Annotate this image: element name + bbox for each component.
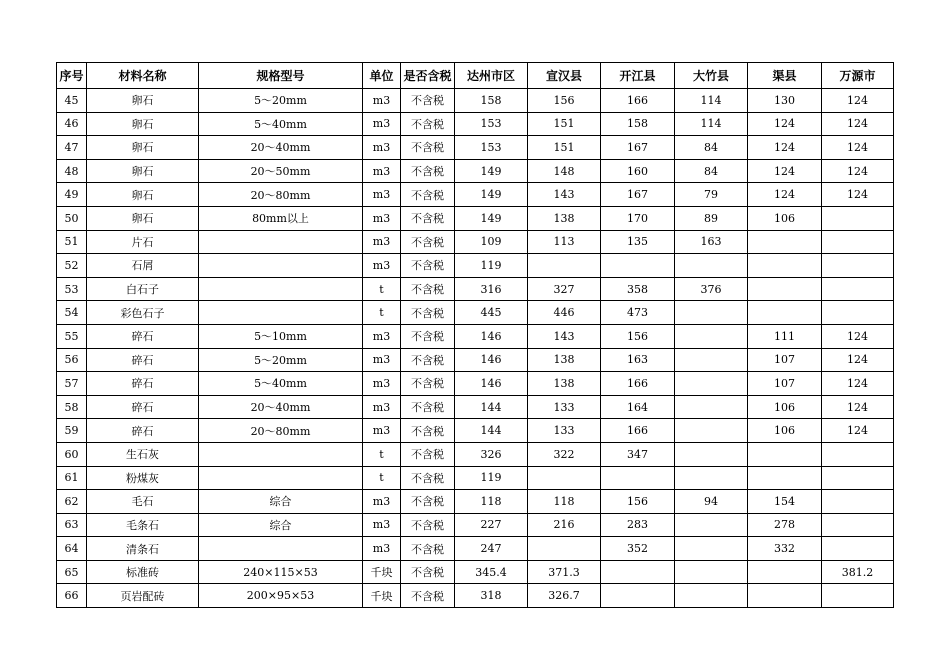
cell-index: 49 — [57, 183, 87, 207]
table-body — [57, 89, 894, 608]
cell-index: 62 — [57, 490, 87, 514]
col-header-quxian: 渠县 — [748, 63, 822, 89]
cell-material: 毛条石 — [87, 513, 199, 537]
cell-quxian: 111 — [748, 324, 822, 348]
cell-kaijiang — [601, 254, 675, 278]
cell-wanyuan — [822, 442, 894, 466]
cell-xuanhan: 148 — [528, 159, 601, 183]
cell-quxian: 124 — [748, 136, 822, 160]
cell-index: 50 — [57, 206, 87, 230]
cell-quxian — [748, 442, 822, 466]
cell-wanyuan — [822, 466, 894, 490]
cell-unit: t — [363, 277, 401, 301]
cell-wanyuan: 124 — [822, 159, 894, 183]
table-row — [57, 206, 894, 230]
cell-quxian: 130 — [748, 89, 822, 113]
cell-dazhu: 79 — [675, 183, 748, 207]
cell-quxian: 124 — [748, 112, 822, 136]
cell-dazhou: 445 — [455, 301, 528, 325]
cell-dazhu: 84 — [675, 159, 748, 183]
cell-quxian: 106 — [748, 395, 822, 419]
table-row — [57, 89, 894, 113]
cell-material: 粉煤灰 — [87, 466, 199, 490]
cell-unit: m3 — [363, 230, 401, 254]
cell-material: 碎石 — [87, 419, 199, 443]
cell-spec — [199, 537, 363, 561]
cell-xuanhan: 133 — [528, 419, 601, 443]
cell-material: 片石 — [87, 230, 199, 254]
cell-xuanhan: 326.7 — [528, 584, 601, 608]
cell-dazhou: 119 — [455, 254, 528, 278]
cell-wanyuan — [822, 254, 894, 278]
cell-kaijiang — [601, 466, 675, 490]
cell-unit: m3 — [363, 513, 401, 537]
cell-dazhu: 94 — [675, 490, 748, 514]
cell-spec — [199, 230, 363, 254]
cell-wanyuan — [822, 277, 894, 301]
cell-unit: t — [363, 442, 401, 466]
table-row — [57, 254, 894, 278]
cell-unit: t — [363, 301, 401, 325]
cell-quxian: 107 — [748, 348, 822, 372]
cell-xuanhan: 151 — [528, 112, 601, 136]
cell-unit: m3 — [363, 537, 401, 561]
cell-xuanhan — [528, 254, 601, 278]
cell-tax: 不含税 — [401, 419, 455, 443]
cell-kaijiang — [601, 584, 675, 608]
cell-index: 63 — [57, 513, 87, 537]
cell-unit: t — [363, 466, 401, 490]
cell-kaijiang: 164 — [601, 395, 675, 419]
col-header-wanyuan: 万源市 — [822, 63, 894, 89]
table-row — [57, 490, 894, 514]
cell-xuanhan — [528, 537, 601, 561]
cell-xuanhan: 156 — [528, 89, 601, 113]
table-row — [57, 136, 894, 160]
cell-dazhou: 227 — [455, 513, 528, 537]
cell-material: 石屑 — [87, 254, 199, 278]
cell-xuanhan: 138 — [528, 348, 601, 372]
cell-wanyuan: 124 — [822, 395, 894, 419]
cell-dazhou: 149 — [455, 206, 528, 230]
cell-kaijiang: 347 — [601, 442, 675, 466]
cell-kaijiang: 135 — [601, 230, 675, 254]
cell-xuanhan: 138 — [528, 372, 601, 396]
cell-tax: 不含税 — [401, 159, 455, 183]
cell-tax: 不含税 — [401, 112, 455, 136]
cell-unit: 千块 — [363, 584, 401, 608]
cell-dazhou: 149 — [455, 183, 528, 207]
cell-spec: 20～50mm — [199, 159, 363, 183]
cell-kaijiang: 160 — [601, 159, 675, 183]
cell-material: 碎石 — [87, 372, 199, 396]
cell-tax: 不含税 — [401, 442, 455, 466]
cell-material: 卵石 — [87, 89, 199, 113]
cell-tax: 不含税 — [401, 254, 455, 278]
cell-spec — [199, 442, 363, 466]
cell-xuanhan: 322 — [528, 442, 601, 466]
cell-index: 60 — [57, 442, 87, 466]
table-row — [57, 513, 894, 537]
cell-quxian: 154 — [748, 490, 822, 514]
cell-xuanhan: 151 — [528, 136, 601, 160]
cell-spec: 5～40mm — [199, 112, 363, 136]
cell-quxian: 106 — [748, 419, 822, 443]
table-row — [57, 112, 894, 136]
cell-wanyuan — [822, 230, 894, 254]
table-row — [57, 584, 894, 608]
cell-dazhu — [675, 466, 748, 490]
cell-index: 51 — [57, 230, 87, 254]
cell-material: 生石灰 — [87, 442, 199, 466]
table-row — [57, 395, 894, 419]
cell-tax: 不含税 — [401, 277, 455, 301]
cell-tax: 不含税 — [401, 537, 455, 561]
cell-unit: m3 — [363, 348, 401, 372]
cell-dazhou: 118 — [455, 490, 528, 514]
cell-index: 53 — [57, 277, 87, 301]
cell-dazhu — [675, 301, 748, 325]
cell-tax: 不含税 — [401, 324, 455, 348]
cell-material: 碎石 — [87, 348, 199, 372]
cell-tax: 不含税 — [401, 183, 455, 207]
cell-dazhu — [675, 584, 748, 608]
cell-kaijiang: 156 — [601, 490, 675, 514]
cell-tax: 不含税 — [401, 348, 455, 372]
cell-material: 白石子 — [87, 277, 199, 301]
cell-kaijiang: 358 — [601, 277, 675, 301]
cell-quxian: 124 — [748, 159, 822, 183]
cell-tax: 不含税 — [401, 513, 455, 537]
cell-material: 卵石 — [87, 206, 199, 230]
cell-wanyuan: 124 — [822, 112, 894, 136]
cell-quxian: 124 — [748, 183, 822, 207]
cell-xuanhan: 138 — [528, 206, 601, 230]
cell-tax: 不含税 — [401, 560, 455, 584]
cell-spec: 20～80mm — [199, 183, 363, 207]
cell-quxian: 107 — [748, 372, 822, 396]
cell-unit: m3 — [363, 183, 401, 207]
cell-unit: m3 — [363, 395, 401, 419]
cell-material: 清条石 — [87, 537, 199, 561]
cell-tax: 不含税 — [401, 395, 455, 419]
cell-material: 卵石 — [87, 159, 199, 183]
cell-kaijiang: 283 — [601, 513, 675, 537]
cell-spec — [199, 301, 363, 325]
cell-xuanhan: 118 — [528, 490, 601, 514]
cell-spec: 200×95×53 — [199, 584, 363, 608]
cell-unit: m3 — [363, 136, 401, 160]
cell-dazhou: 146 — [455, 348, 528, 372]
cell-dazhou: 144 — [455, 395, 528, 419]
col-header-kaijiang: 开江县 — [601, 63, 675, 89]
cell-dazhu: 114 — [675, 89, 748, 113]
cell-dazhu — [675, 513, 748, 537]
cell-unit: m3 — [363, 112, 401, 136]
cell-kaijiang: 166 — [601, 89, 675, 113]
cell-material: 卵石 — [87, 112, 199, 136]
cell-quxian: 106 — [748, 206, 822, 230]
col-header-dazhou: 达州市区 — [455, 63, 528, 89]
table-row — [57, 183, 894, 207]
cell-index: 47 — [57, 136, 87, 160]
table-row — [57, 537, 894, 561]
table-row — [57, 159, 894, 183]
cell-spec: 5～40mm — [199, 372, 363, 396]
cell-kaijiang: 473 — [601, 301, 675, 325]
cell-index: 55 — [57, 324, 87, 348]
cell-unit: m3 — [363, 324, 401, 348]
cell-spec — [199, 277, 363, 301]
cell-quxian — [748, 301, 822, 325]
cell-xuanhan: 133 — [528, 395, 601, 419]
cell-kaijiang: 166 — [601, 372, 675, 396]
cell-tax: 不含税 — [401, 89, 455, 113]
cell-xuanhan: 113 — [528, 230, 601, 254]
cell-unit: 千块 — [363, 560, 401, 584]
cell-wanyuan: 124 — [822, 89, 894, 113]
cell-tax: 不含税 — [401, 490, 455, 514]
col-header-material: 材料名称 — [87, 63, 199, 89]
cell-material: 卵石 — [87, 136, 199, 160]
cell-tax: 不含税 — [401, 466, 455, 490]
cell-dazhu — [675, 442, 748, 466]
cell-index: 52 — [57, 254, 87, 278]
cell-index: 54 — [57, 301, 87, 325]
cell-material: 卵石 — [87, 183, 199, 207]
header-row — [57, 63, 894, 89]
col-header-unit: 单位 — [363, 63, 401, 89]
cell-kaijiang: 170 — [601, 206, 675, 230]
cell-tax: 不含税 — [401, 206, 455, 230]
cell-wanyuan — [822, 537, 894, 561]
cell-wanyuan: 124 — [822, 324, 894, 348]
cell-unit: m3 — [363, 159, 401, 183]
cell-dazhu: 163 — [675, 230, 748, 254]
cell-material: 毛石 — [87, 490, 199, 514]
cell-spec: 综合 — [199, 513, 363, 537]
cell-unit: m3 — [363, 372, 401, 396]
cell-wanyuan: 124 — [822, 372, 894, 396]
cell-spec: 80mm以上 — [199, 206, 363, 230]
cell-dazhou: 149 — [455, 159, 528, 183]
cell-dazhu — [675, 419, 748, 443]
cell-dazhou: 119 — [455, 466, 528, 490]
cell-kaijiang: 158 — [601, 112, 675, 136]
cell-material: 标准砖 — [87, 560, 199, 584]
cell-spec: 20～40mm — [199, 395, 363, 419]
cell-wanyuan: 124 — [822, 136, 894, 160]
cell-unit: m3 — [363, 89, 401, 113]
cell-wanyuan — [822, 206, 894, 230]
cell-quxian: 278 — [748, 513, 822, 537]
col-header-dazhu: 大竹县 — [675, 63, 748, 89]
cell-index: 64 — [57, 537, 87, 561]
col-header-tax: 是否含税 — [401, 63, 455, 89]
cell-quxian — [748, 584, 822, 608]
table-row — [57, 560, 894, 584]
col-header-spec: 规格型号 — [199, 63, 363, 89]
cell-dazhou: 247 — [455, 537, 528, 561]
cell-xuanhan: 143 — [528, 324, 601, 348]
cell-spec: 5～20mm — [199, 89, 363, 113]
cell-wanyuan: 124 — [822, 419, 894, 443]
table-row — [57, 442, 894, 466]
cell-material: 碎石 — [87, 324, 199, 348]
table-row — [57, 301, 894, 325]
cell-index: 46 — [57, 112, 87, 136]
cell-spec: 240×115×53 — [199, 560, 363, 584]
cell-index: 57 — [57, 372, 87, 396]
cell-spec: 20～40mm — [199, 136, 363, 160]
cell-unit: m3 — [363, 419, 401, 443]
cell-xuanhan: 216 — [528, 513, 601, 537]
cell-wanyuan: 124 — [822, 183, 894, 207]
cell-dazhu: 376 — [675, 277, 748, 301]
cell-dazhou: 153 — [455, 112, 528, 136]
cell-dazhou: 144 — [455, 419, 528, 443]
cell-wanyuan — [822, 490, 894, 514]
cell-dazhu — [675, 254, 748, 278]
cell-kaijiang — [601, 560, 675, 584]
table-row — [57, 419, 894, 443]
cell-dazhu — [675, 324, 748, 348]
cell-dazhu: 84 — [675, 136, 748, 160]
cell-wanyuan — [822, 513, 894, 537]
cell-spec: 综合 — [199, 490, 363, 514]
cell-dazhu — [675, 537, 748, 561]
col-header-xuanhan: 宣汉县 — [528, 63, 601, 89]
cell-dazhu — [675, 372, 748, 396]
cell-index: 61 — [57, 466, 87, 490]
cell-quxian: 332 — [748, 537, 822, 561]
cell-wanyuan: 381.2 — [822, 560, 894, 584]
cell-dazhou: 318 — [455, 584, 528, 608]
cell-wanyuan: 124 — [822, 348, 894, 372]
cell-tax: 不含税 — [401, 372, 455, 396]
cell-kaijiang: 166 — [601, 419, 675, 443]
cell-kaijiang: 352 — [601, 537, 675, 561]
cell-dazhu — [675, 348, 748, 372]
cell-quxian — [748, 466, 822, 490]
cell-dazhu — [675, 560, 748, 584]
cell-index: 48 — [57, 159, 87, 183]
cell-kaijiang: 167 — [601, 136, 675, 160]
cell-quxian — [748, 254, 822, 278]
cell-dazhu — [675, 395, 748, 419]
cell-wanyuan — [822, 301, 894, 325]
cell-unit: m3 — [363, 254, 401, 278]
cell-unit: m3 — [363, 206, 401, 230]
cell-spec: 5～10mm — [199, 324, 363, 348]
table-row — [57, 348, 894, 372]
table-row — [57, 324, 894, 348]
cell-dazhu: 114 — [675, 112, 748, 136]
cell-dazhou: 153 — [455, 136, 528, 160]
cell-dazhou: 109 — [455, 230, 528, 254]
table-row — [57, 372, 894, 396]
price-table — [56, 62, 894, 608]
cell-dazhou: 146 — [455, 372, 528, 396]
cell-spec — [199, 254, 363, 278]
cell-index: 66 — [57, 584, 87, 608]
cell-quxian — [748, 560, 822, 584]
cell-spec: 5～20mm — [199, 348, 363, 372]
cell-dazhu: 89 — [675, 206, 748, 230]
cell-spec — [199, 466, 363, 490]
cell-index: 59 — [57, 419, 87, 443]
cell-dazhou: 345.4 — [455, 560, 528, 584]
cell-kaijiang: 167 — [601, 183, 675, 207]
cell-tax: 不含税 — [401, 136, 455, 160]
cell-xuanhan: 446 — [528, 301, 601, 325]
cell-material: 碎石 — [87, 395, 199, 419]
cell-dazhou: 146 — [455, 324, 528, 348]
table-row — [57, 277, 894, 301]
cell-xuanhan: 371.3 — [528, 560, 601, 584]
col-header-index: 序号 — [57, 63, 87, 89]
cell-material: 页岩配砖 — [87, 584, 199, 608]
cell-xuanhan: 327 — [528, 277, 601, 301]
cell-tax: 不含税 — [401, 230, 455, 254]
table-row — [57, 466, 894, 490]
cell-xuanhan — [528, 466, 601, 490]
cell-index: 58 — [57, 395, 87, 419]
cell-dazhou: 326 — [455, 442, 528, 466]
cell-wanyuan — [822, 584, 894, 608]
table-row — [57, 230, 894, 254]
cell-quxian — [748, 230, 822, 254]
cell-quxian — [748, 277, 822, 301]
cell-material: 彩色石子 — [87, 301, 199, 325]
cell-kaijiang: 156 — [601, 324, 675, 348]
cell-tax: 不含税 — [401, 301, 455, 325]
cell-index: 45 — [57, 89, 87, 113]
cell-kaijiang: 163 — [601, 348, 675, 372]
cell-dazhou: 158 — [455, 89, 528, 113]
cell-dazhou: 316 — [455, 277, 528, 301]
cell-xuanhan: 143 — [528, 183, 601, 207]
cell-tax: 不含税 — [401, 584, 455, 608]
cell-index: 65 — [57, 560, 87, 584]
cell-unit: m3 — [363, 490, 401, 514]
cell-index: 56 — [57, 348, 87, 372]
cell-spec: 20～80mm — [199, 419, 363, 443]
